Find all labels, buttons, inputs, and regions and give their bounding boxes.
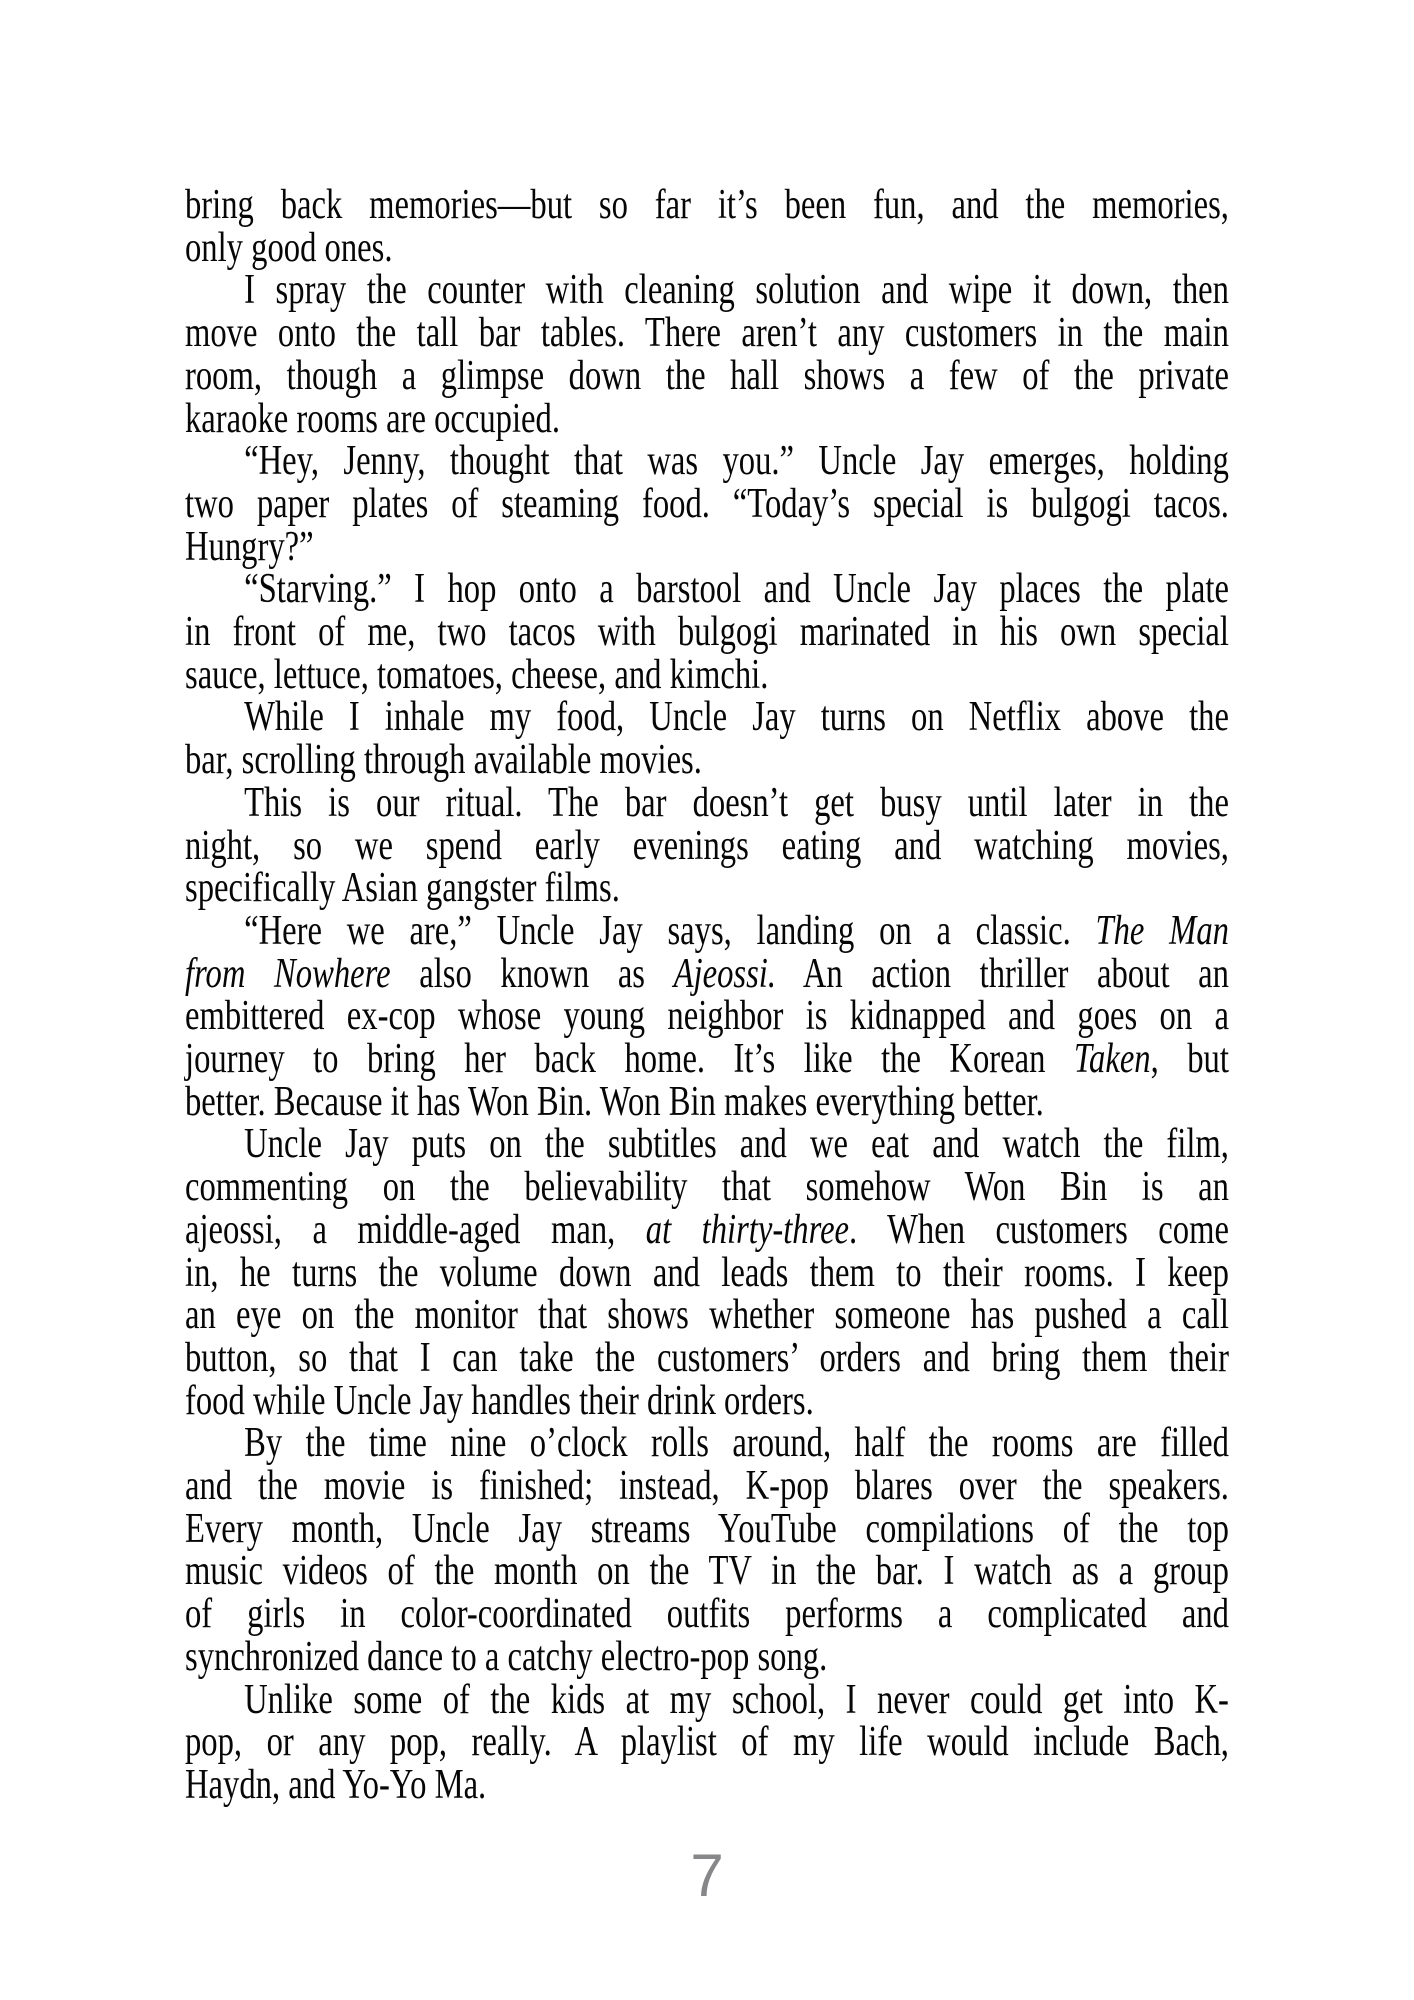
text-line <box>185 1675 1229 1723</box>
text-line <box>185 1419 1229 1467</box>
body-text-segment: , but <box>1150 1035 1229 1082</box>
italic-text: from Nowhere <box>185 949 391 997</box>
text-line <box>185 351 1229 399</box>
text-line <box>185 1718 1229 1766</box>
text-line <box>185 1376 1229 1424</box>
text-line <box>185 394 1229 442</box>
body-text-segment: food while Uncle Jay handles their drink orders. <box>185 1376 814 1424</box>
body-text-segment: I spray the counter with cleaning solution and wipe it down, then <box>244 266 1229 314</box>
body-text-segment: in, he turns the volume down and leads them to their rooms. I keep <box>185 1248 1229 1296</box>
body-text-segment: button, so that I can take the customers’ orders and bring them their <box>185 1333 1229 1381</box>
body-text-segment: . When customers come <box>849 1205 1229 1253</box>
text-line <box>185 608 1229 655</box>
body-text-segment: pop, or any pop, really. A playlist of my life would include Bach, <box>185 1718 1229 1766</box>
italic-text: The Man <box>1095 906 1229 954</box>
body-text-segment: room, though a glimpse down the hall shows a few of the private <box>185 351 1229 399</box>
italic-text: Ajeossi. <box>673 949 777 997</box>
text-line <box>185 1291 1229 1339</box>
body-text-segment: move onto the tall bar tables. There aren’t any customers in the main <box>185 309 1229 357</box>
text-line <box>185 1547 1229 1595</box>
text-line <box>185 821 1229 869</box>
body-text-segment: An action thriller about an <box>776 949 1229 997</box>
text-line <box>185 479 1229 527</box>
body-text-segment: “Starving.” I hop onto a barstool and Uncle Jay places the plate <box>244 565 1229 613</box>
body-text-segment: Every month, Uncle Jay streams YouTube compilations of the top <box>185 1504 1229 1552</box>
text-line <box>185 736 1229 784</box>
body-text-segment: Uncle Jay puts on the subtitles and we eat and watch the film, <box>244 1120 1229 1168</box>
body-text-segment: better. Because it has Won Bin. Won Bin makes everything better. <box>185 1077 1044 1125</box>
text-line <box>185 992 1229 1040</box>
body-text-segment: also known as <box>390 949 674 997</box>
text-line <box>185 693 1229 741</box>
body-text <box>185 181 1229 1824</box>
body-text-segment: ajeossi, a middle-aged man, <box>185 1205 646 1253</box>
text-line <box>185 1035 1229 1082</box>
body-text-segment: an eye on the monitor that shows whether someone has pushed a call <box>185 1291 1229 1339</box>
body-text-segment: While I inhale my food, Uncle Jay turns on Netflix above the <box>244 693 1229 741</box>
body-text-segment: in front of me, two tacos with bulgogi marinated in his own special <box>185 608 1229 655</box>
body-text-segment: bring back memories—but so far it’s been fun, and the memories, <box>185 181 1229 228</box>
body-text-segment: This is our ritual. The bar doesn’t get busy until later in the <box>244 778 1229 826</box>
text-line <box>185 1205 1229 1253</box>
text-line <box>185 1163 1229 1211</box>
body-text-segment: specifically Asian gangster films. <box>185 864 620 912</box>
text-line <box>185 1504 1229 1552</box>
text-line <box>185 949 1229 997</box>
text-line <box>185 223 1229 271</box>
body-text-segment: “Hey, Jenny, thought that was you.” Uncle Jay emerges, holding <box>244 437 1229 485</box>
body-text-segment: only good ones. <box>185 223 393 271</box>
body-text-segment: of girls in color-coordinated outfits performs a complicated and <box>185 1590 1229 1638</box>
text-line <box>185 266 1229 314</box>
text-line <box>185 650 1229 698</box>
text-line <box>185 1333 1229 1381</box>
body-text-segment: By the time nine o’clock rolls around, half the rooms are filled <box>244 1419 1229 1467</box>
body-text-segment: embittered ex-cop whose young neighbor is kidnapped and goes on a <box>185 992 1229 1040</box>
text-line <box>185 1120 1229 1168</box>
body-text-segment: “Here we are,” Uncle Jay says, landing on a classic. <box>244 906 1096 954</box>
page-number: 7 <box>690 1842 724 1909</box>
text-line <box>185 1462 1229 1509</box>
body-text-segment: karaoke rooms are occupied. <box>185 394 560 442</box>
body-text-segment: journey to bring her back home. It’s like the Korean <box>185 1035 1074 1082</box>
body-text-segment: commenting on the believability that somehow Won Bin is an <box>185 1163 1229 1211</box>
body-text-segment: synchronized dance to a catchy electro-pop song. <box>185 1632 828 1680</box>
text-line <box>185 778 1229 826</box>
body-text-segment: night, so we spend early evenings eating and watching movies, <box>185 821 1229 869</box>
text-line <box>185 309 1229 357</box>
text-line <box>185 1248 1229 1296</box>
text-line <box>185 437 1229 485</box>
body-text-segment: Hungry?” <box>185 522 314 570</box>
body-text-segment: two paper plates of steaming food. “Today’s special is bulgogi tacos. <box>185 479 1229 527</box>
italic-text: at thirty-three <box>645 1205 850 1253</box>
body-text-segment: music videos of the month on the TV in the bar. I watch as a group <box>185 1547 1229 1595</box>
text-line <box>185 1760 1229 1808</box>
text-line <box>185 1590 1229 1638</box>
body-text-segment: Haydn, and Yo-Yo Ma. <box>185 1760 487 1808</box>
text-line <box>185 522 1229 570</box>
body-text-segment: bar, scrolling through available movies. <box>185 736 702 784</box>
body-text-segment: sauce, lettuce, tomatoes, cheese, and kimchi. <box>185 650 769 698</box>
text-line <box>185 906 1229 954</box>
text-line <box>185 181 1229 228</box>
text-line <box>185 1077 1229 1125</box>
italic-text: Taken <box>1073 1035 1151 1082</box>
text-line <box>185 565 1229 613</box>
body-text-segment: and the movie is finished; instead, K-pop blares over the speakers. <box>185 1462 1229 1509</box>
body-text-segment: Unlike some of the kids at my school, I never could get into K- <box>244 1675 1229 1723</box>
text-line <box>185 1632 1229 1680</box>
text-line <box>185 864 1229 912</box>
